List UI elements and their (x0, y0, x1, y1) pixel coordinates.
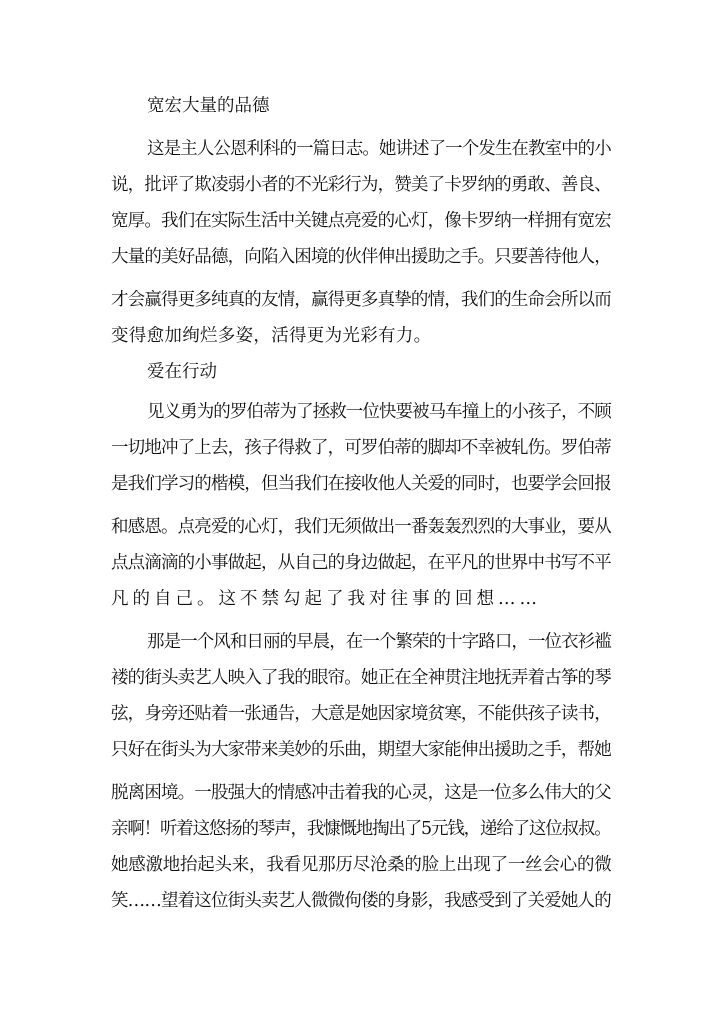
paragraph-line: 见义勇为的罗伯蒂为了拯救一位快要被马车撞上的小孩子，不顾 (147, 402, 611, 422)
paragraph-line: 说，批评了欺凌弱小者的不光彩行为，赞美了卡罗纳的勇敢、善良、 (111, 175, 611, 195)
paragraph-line: 脱离困境。一股强大的情感冲击着我的心灵，这是一位多么伟大的父 (111, 783, 611, 803)
paragraph-line: 她感激地抬起头来，我看见那历尽沧桑的脸上出现了一丝会心的微 (111, 855, 612, 875)
paragraph-line: 点点滴滴的小事做起，从自己的身边做起，在平凡的世界中书写不平 (111, 553, 611, 573)
paragraph-line: 这是主人公恩利科的一篇日志。她讲述了一个发生在教室中的小 (147, 139, 611, 159)
paragraph-line: 褛的街头卖艺人映入了我的眼帘。她正在全神贯注地抚弄着古筝的琴 (111, 668, 611, 688)
paragraph-line: 是我们学习的楷模，但当我们在接收他人关爱的同时，也要学会回报 (111, 474, 611, 494)
paragraph-line: 变得愈加绚烂多姿，活得更为光彩有力。 (111, 326, 432, 346)
paragraph-line: 一切地冲了上去，孩子得救了，可罗伯蒂的脚却不幸被轧伤。罗伯蒂 (111, 438, 611, 458)
paragraph-line: 大量的美好品德，向陷入困境的伙伴伸出援助之手。只要善待他人， (111, 247, 611, 267)
section-heading: 宽宏大量的品德 (147, 96, 270, 116)
paragraph-line: 亲啊！听着这悠扬的琴声，我慷慨地掏出了5元钱，递给了这位叔叔。 (111, 819, 611, 839)
paragraph-line: 笑……望着这位街头卖艺人微微佝偻的身影，我感受到了关爱她人的 (111, 891, 611, 911)
paragraph-line: 宽厚。我们在实际生活中关键点亮爱的心灯，像卡罗纳一样拥有宽宏 (111, 211, 611, 231)
paragraph-line: 才会赢得更多纯真的友情，赢得更多真挚的情，我们的生命会所以而 (111, 290, 611, 310)
paragraph-line: 弦，身旁还贴着一张通告，大意是她因家境贫寒，不能供孩子读书， (111, 704, 611, 724)
paragraph-line: 只好在街头为大家带来美妙的乐曲，期望大家能伸出援助之手，帮她 (111, 740, 611, 760)
paragraph-line: 凡的自己。这不禁勾起了我对往事的回想…… (111, 589, 541, 609)
paragraph-line: 和感恩。点亮爱的心灯，我们无须做出一番轰轰烈烈的大事业，要从 (111, 517, 611, 537)
paragraph-line: 那是一个风和日丽的早晨，在一个繁荣的十字路口，一位衣衫褴 (147, 632, 611, 652)
section-heading: 爱在行动 (147, 362, 217, 382)
